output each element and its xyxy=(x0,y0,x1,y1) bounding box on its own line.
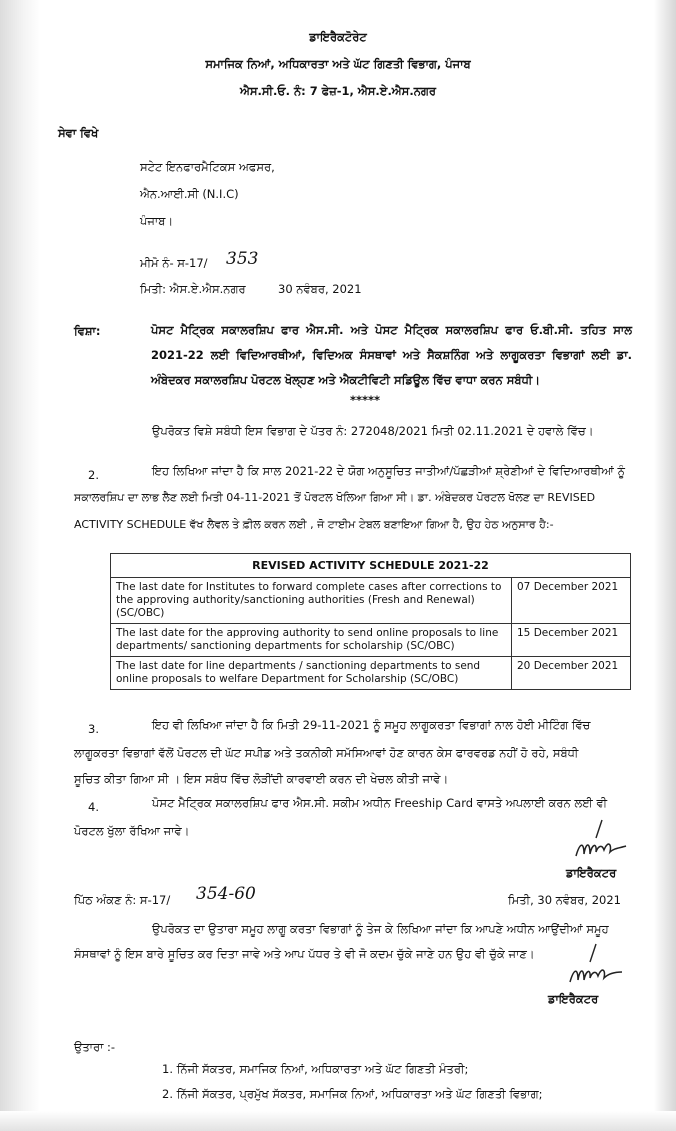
endorsement-label: ਪਿੱਠ ਅੰਕਣ ਨੰ: ਸ-17/ xyxy=(74,893,171,907)
para-4-line-1: ਪੋਸਟ ਮੈਟ੍ਰਿਕ ਸਕਾਲਰਸ਼ਿਪ ਫਾਰ ਐਸ.ਸੀ. ਸਕੀਮ ਅਧੀਨ Freeship Card ਵਾਸਤੇ ਅਪਲਾਈ ਕਰਨ ਲਈ ਵੀ xyxy=(152,796,608,810)
page-shadow-right xyxy=(654,0,676,1131)
letterhead-line-3: ਐਸ.ਸੀ.ਓ. ਨੰ: 7 ਫੇਜ਼-1, ਐਸ.ਏ.ਐਸ.ਨਗਰ xyxy=(239,84,437,98)
table-row xyxy=(111,624,631,657)
para-3-number: 3. xyxy=(88,722,99,736)
para-4-line-2: ਪੋਰਟਲ ਖੁੱਲਾ ਰੱਖਿਆ ਜਾਵੇ। xyxy=(74,824,190,838)
para-4-number: 4. xyxy=(88,800,99,814)
schedule-activity-cell: The last date for Institutes to forward complete cases after corrections to the approving authority/sanctioning authorities (Fresh and Renewal) (SC/OBC) xyxy=(111,578,512,624)
director-signature-1 xyxy=(570,818,630,864)
letterhead-line-2: ਸਮਾਜਿਕ ਨਿਆਂ, ਅਧਿਕਾਰਤਾ ਅਤੇ ਘੱਟ ਗਿਣਤੀ ਵਿਭਾਗ, ਪੰਜਾਬ xyxy=(205,57,471,71)
para-2-line-2: ਸਕਾਲਰਸ਼ਿਪ ਦਾ ਲਾਭ ਲੈਣ ਲਈ ਮਿਤੀ 04-11-2021 ਤੋਂ ਪੋਰਟਲ ਖੋਲਿਆ ਗਿਆ ਸੀ। ਡਾ. ਅੰਬੇਦਕਰ ਪੋਰਟਲ ਖੋਲਣ ਦਾ REVISED xyxy=(74,491,596,504)
schedule-activity-cell: The last date for line departments / sanctioning departments to send online proposals to welfare Department for Scholarship (SC/OBC) xyxy=(111,657,512,690)
schedule-date-cell: 20 December 2021 xyxy=(512,657,631,690)
schedule-activity-cell: The last date for the approving authority to send online proposals to line departments/ sanctioning departments for scholarship (SC/OBC) xyxy=(111,624,512,657)
endorsement-line-2: ਸੰਸਥਾਵਾਂ ਨੂੰ ਇਸ ਬਾਰੇ ਸੂਚਿਤ ਕਰ ਦਿਤਾ ਜਾਵੇ ਅਤੇ ਆਪ ਪੱਧਰ ਤੇ ਵੀ ਜੋ ਕਦਮ ਚੁੱਕੇ ਜਾਣੇ ਹਨ ਉਹ ਵੀ ਚੁੱਕੇ ਜਾਣ। xyxy=(74,947,535,961)
director-title-1: ਡਾਇਰੈਕਟਰ xyxy=(566,866,617,880)
subject-text: ਪੋਸਟ ਮੈਟ੍ਰਿਕ ਸਕਾਲਰਸ਼ਿਪ ਫਾਰ ਐਸ.ਸੀ. ਅਤੇ ਪੋਸਟ ਮੈਟ੍ਰਿਕ ਸਕਾਲਰਸ਼ਿਪ ਫਾਰ ਓ.ਬੀ.ਸੀ. ਤਹਿਤ ਸਾਲ 2021-22 ਲਈ ਵਿਦਿਆਰਥੀਆਂ, ਵਿਦਿਅਕ ਸੰਸਥਾਵਾਂ ਅਤੇ ਸੈਕਸ਼ਨਿੰਗ ਅਤੇ ਲਾਗੂਕਰਤਾ ਵਿਭਾਗਾਂ ਲਈ ਡਾ. ਅੰਬੇਦਕਰ ਸਕਾਲਰਸ਼ਿਪ ਪੋਰਟਲ ਖੋਲ੍ਹਣ ਅਤੇ ਐਕਟੀਵਿਟੀ ਸਡਿਊਲ ਵਿੱਚ ਵਾਧਾ ਕਰਨ ਸਬੰਧੀ। xyxy=(151,323,632,387)
para-3-line-3: ਸੂਚਿਤ ਕੀਤਾ ਗਿਆ ਸੀ । ਇਸ ਸਬੰਧ ਵਿੱਚ ਲੋੜੀਂਦੀ ਕਾਰਵਾਈ ਕਰਨ ਦੀ ਖੇਚਲ ਕੀਤੀ ਜਾਵੇ। xyxy=(74,772,449,786)
schedule-title: REVISED ACTIVITY SCHEDULE 2021-22 xyxy=(111,554,631,578)
para-3-line-2: ਲਾਗੂਕਰਤਾ ਵਿਭਾਗਾਂ ਵੱਲੋਂ ਪੋਰਟਲ ਦੀ ਘੱਟ ਸਪੀਡ ਅਤੇ ਤਕਨੀਕੀ ਸਮੱਸਿਆਵਾਂ ਹੋਣ ਕਾਰਨ ਕੇਸ ਫਾਰਵਰਡ ਨਹੀਂ ਹੋ ਰਹੇ, ਸਬੰਧੀ xyxy=(74,746,579,760)
page-shadow-left xyxy=(0,0,40,1131)
copy-label: ਉਤਾਰਾ :- xyxy=(74,1040,116,1054)
memo-date: 30 ਨਵੰਬਰ, 2021 xyxy=(278,282,362,296)
memo-label: ਮੀਮੋ ਨੰ- ਸ-17/ xyxy=(140,256,208,270)
revised-activity-schedule-table xyxy=(110,553,631,690)
subject-stars: ***** xyxy=(350,393,381,407)
table-row xyxy=(111,578,631,624)
copy-item-2: 2. ਨਿੱਜੀ ਸੱਕਤਰ, ਪ੍ਰਮੁੱਖ ਸੱਕਤਰ, ਸਮਾਜਿਕ ਨਿਆਂ, ਅਧਿਕਾਰਤਾ ਅਤੇ ਘੱਟ ਗਿਣਤੀ ਵਿਭਾਗ; xyxy=(162,1087,543,1101)
copy-item-1: 1. ਨਿੱਜੀ ਸੱਕਤਰ, ਸਮਾਜਿਕ ਨਿਆਂ, ਅਧਿਕਾਰਤਾ ਅਤੇ ਘੱਟ ਗਿਣਤੀ ਮੰਤਰੀ; xyxy=(162,1062,469,1076)
schedule-header-row xyxy=(111,554,631,578)
para-2-line-1: ਇਹ ਲਿਖਿਆ ਜਾਂਦਾ ਹੈ ਕਿ ਸਾਲ 2021-22 ਦੇ ਯੋਗ ਅਨੁਸੂਚਿਤ ਜਾਤੀਆਂ/ਪੱਛੜੀਆਂ ਸ਼੍ਰੇਣੀਆਂ ਦੇ ਵਿਦਿਆਰਥੀਆਂ ਨੂੰ xyxy=(152,464,625,478)
director-title-2: ਡਾਇਰੈਕਟਰ xyxy=(548,992,599,1006)
addressee-line-3: ਪੰਜਾਬ। xyxy=(140,214,174,228)
schedule-date-cell: 07 December 2021 xyxy=(512,578,631,624)
reference-line: ਉਪਰੋਕਤ ਵਿਸ਼ੇ ਸਬੰਧੀ ਇਸ ਵਿਭਾਗ ਦੇ ਪੱਤਰ ਨੰ: 272048/2021 ਮਿਤੀ 02.11.2021 ਦੇ ਹਵਾਲੇ ਵਿੱਚ। xyxy=(152,424,594,438)
endorsement-number-handwritten: 354-60 xyxy=(196,884,256,904)
table-row xyxy=(111,657,631,690)
page-shadow-bottom xyxy=(0,1111,676,1131)
addressee-line-1: ਸਟੇਟ ਇਨਫਾਰਮੈਟਿਕਸ ਅਫਸਰ, xyxy=(140,160,275,174)
memo-date-label: ਮਿਤੀ: ਐਸ.ਏ.ਐਸ.ਨਗਰ xyxy=(140,282,246,296)
letterhead-line-1: ਡਾਇਰੈਕਟੋਰੇਟ xyxy=(309,30,367,44)
para-2-number: 2. xyxy=(88,468,99,482)
endorsement-date: ਮਿਤੀ, 30 ਨਵੰਬਰ, 2021 xyxy=(508,893,621,907)
schedule-date-cell: 15 December 2021 xyxy=(512,624,631,657)
endorsement-line-1: ਉਪਰੋਕਤ ਦਾ ਉਤਾਰਾ ਸਮੂਹ ਲਾਗੂ ਕਰਤਾ ਵਿਭਾਗਾਂ ਨੂੰ ਤੇਜ ਕੇ ਲਿਖਿਆ ਜਾਂਦਾ ਕਿ ਆਪਣੇ ਅਧੀਨ ਆਉਂਦੀਆਂ ਸਮੂਹ xyxy=(152,922,609,936)
addressee-line-2: ਐਨ.ਆਈ.ਸੀ (N.I.C) xyxy=(140,187,239,201)
salutation: ਸੇਵਾ ਵਿਖੇ xyxy=(58,126,99,140)
para-2-line-3: ACTIVITY SCHEDULE ਵੱਖ ਲੈਵਲ ਤੇ ਫ਼ੀਲ ਕਰਨ ਲਈ , ਜੋ ਟਾਈਮ ਟੇਬਲ ਬਣਾਇਆ ਗਿਆ ਹੈ, ਉਹ ਹੇਠ ਅਨੁਸਾਰ ਹੈ:- xyxy=(74,518,554,531)
director-signature-2 xyxy=(562,942,628,990)
para-3-line-1: ਇਹ ਵੀ ਲਿਖਿਆ ਜਾਂਦਾ ਹੈ ਕਿ ਮਿਤੀ 29-11-2021 ਨੂੰ ਸਮੂਹ ਲਾਗੂਕਰਤਾ ਵਿਭਾਗਾਂ ਨਾਲ ਹੋਈ ਮੀਟਿੰਗ ਵਿੱਚ xyxy=(152,718,591,732)
subject-label: ਵਿਸ਼ਾ: xyxy=(74,324,101,338)
memo-number-handwritten: 353 xyxy=(226,249,259,269)
